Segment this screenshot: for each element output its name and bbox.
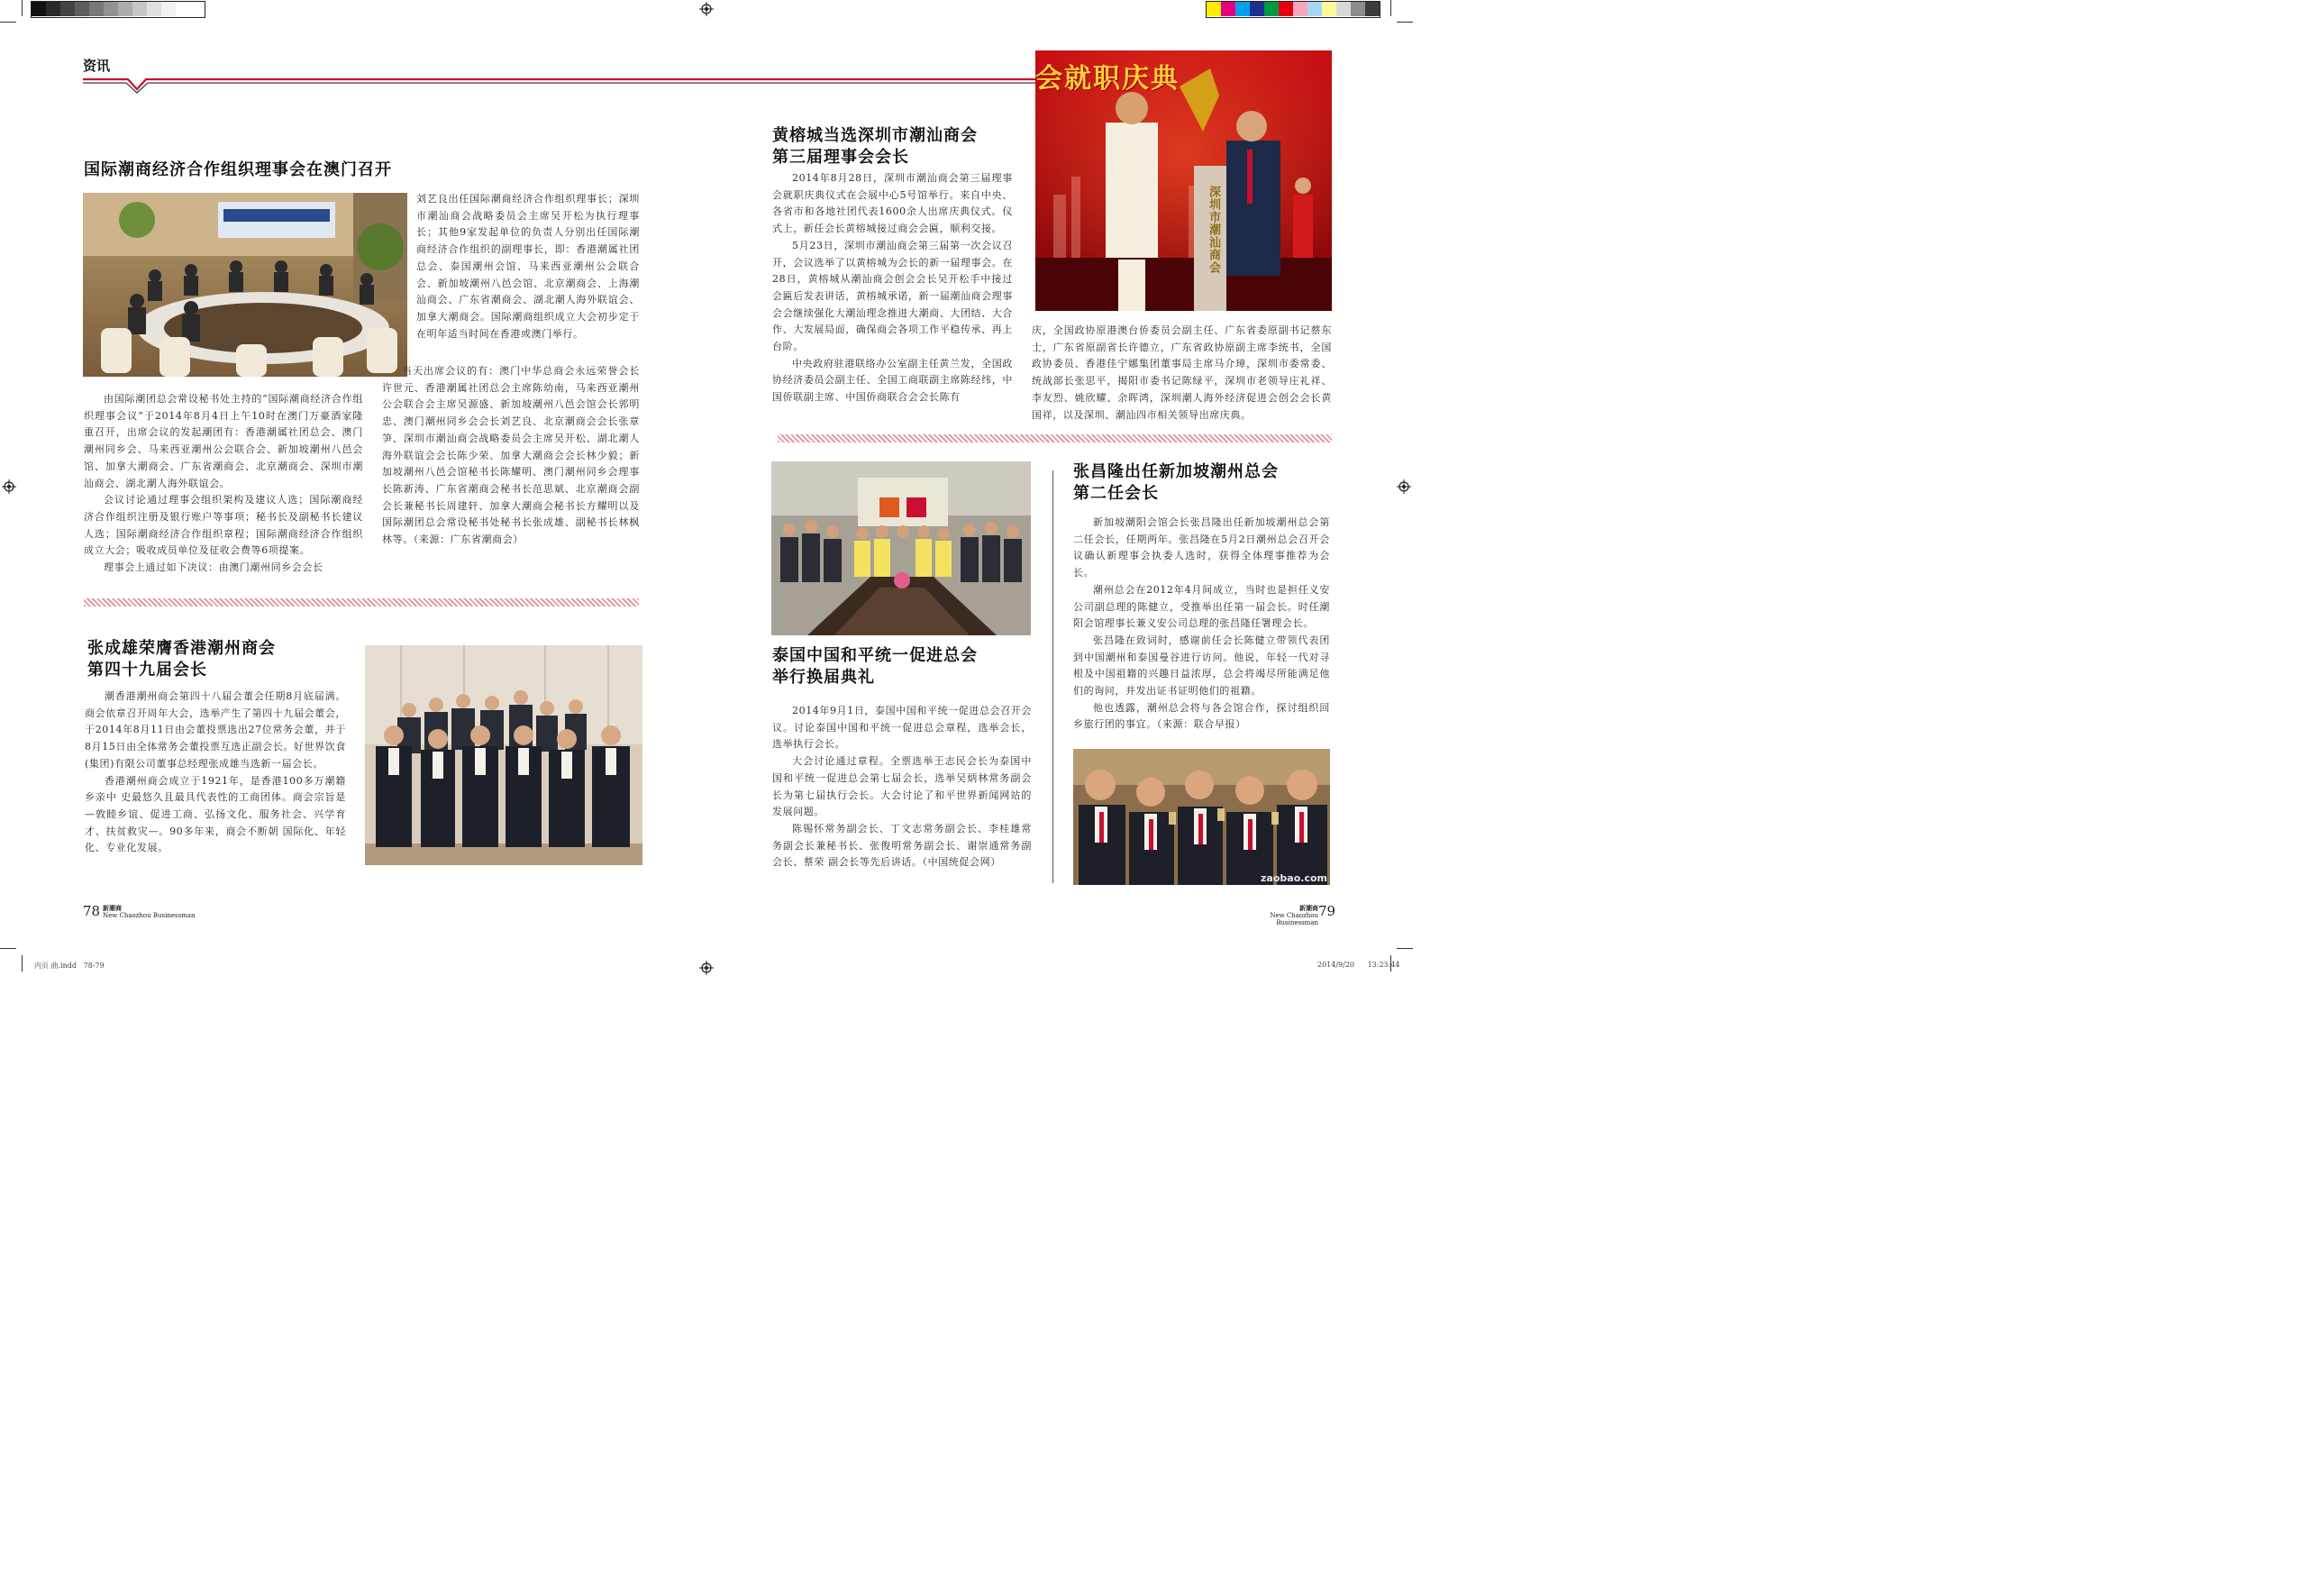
paragraph: 新加坡潮阳会馆会长张昌隆出任新加坡潮州总会第二任会长，任期两年。张昌隆在5月2日潮州总会召开会议确认新理事会执委人选时，获得全体理事推荐为会长。 bbox=[1073, 516, 1330, 579]
magazine-mark-right bbox=[1244, 905, 1318, 926]
paragraph: 由国际潮团总会常设秘书处主持的“国际潮商经济合作组织理事会议”于2014年8月4日上午10时在澳门万豪酒家隆重召开，出席会议的发起潮团有：香港潮属社团总会、澳门潮州同乡会、马来西亚潮州公会联合会、新加坡潮州八邑会馆、加拿大潮商会、广东省潮商会、北京潮商会、深圳市潮汕商会、湖北潮人海外联谊会。 bbox=[84, 393, 363, 489]
title-line: 张昌隆出任新加坡潮州总会 bbox=[1073, 462, 1279, 481]
meeting-photo bbox=[83, 193, 407, 377]
paragraph: 他也透露，潮州总会将与各会馆合作，探讨组织回乡旅行团的事宜。（来源：联合早报） bbox=[1073, 701, 1330, 731]
article-body-column bbox=[84, 391, 363, 577]
color-swatch bbox=[1293, 2, 1307, 16]
title-line: 黄榕城当选深圳市潮汕商会 bbox=[772, 126, 978, 145]
crop-mark bbox=[0, 948, 16, 949]
article-body-column bbox=[772, 703, 1032, 871]
article-title bbox=[87, 638, 276, 681]
crop-mark bbox=[22, 955, 23, 971]
paragraph: 会议讨论通过理事会组织架构及建议人选；国际潮商经济合作组织注册及银行账户等事项；秘书长及副秘书长建议人选；国际潮商经济合作组织章程；国际潮商经济合作组织成立大会；吸收成员单位及征收会费等6项提案。 bbox=[84, 494, 363, 557]
color-swatch bbox=[104, 2, 118, 16]
color-swatch bbox=[75, 2, 89, 16]
article-body-column bbox=[1032, 323, 1332, 424]
ceremony-photo bbox=[1035, 50, 1332, 311]
magazine-name-en: New Chaozhou Businessman bbox=[1270, 912, 1318, 926]
article-body-column bbox=[1073, 515, 1330, 734]
registration-mark-right-icon bbox=[1397, 479, 1411, 494]
paragraph: 陈锡怀常务副会长、丁文志常务副会长、李桂雄常务副会长兼秘书长、张俊明常务副会长、谢崇通常务副会长、蔡荣 副会长等先后讲话。（中国统促会网） bbox=[772, 822, 1032, 869]
paragraph: 5月23日，深圳市潮汕商会第三届第一次会议召开，会议选举了以黄榕城为会长的新一届理事会。在28日，黄榕城从潮汕商会创会会长吴开松手中接过会匾后发表讲话，黄榕城承诺，新一届潮汕商会理事会会继续强化大潮汕理念推进大潮商、大团结、大合作、大发展局面，确保商会各项工作平稳传承、再上台阶。 bbox=[772, 239, 1013, 353]
registration-mark-top-icon bbox=[699, 2, 714, 16]
page-number-left: 78 bbox=[83, 903, 101, 919]
color-swatch bbox=[1279, 2, 1293, 16]
paragraph: 香港潮州商会成立于1921年，是香港100多万潮籍乡亲中 史最悠久且最具代表性的工商团体。商会宗旨是—敦睦乡谊、促进工商、弘扬文化、服务社会、兴学育才、扶贫救灾—。90多年来，商会不断朝 国际化、年轻化、专业化发展。 bbox=[85, 774, 346, 854]
paragraph: 2014年8月28日，深圳市潮汕商会第三届理事会就职庆典仪式在会展中心5号馆举行。来自中央、各省市和各地社团代表1600余人出席庆典仪式。仪式上，新任会长黄榕城接过商会会匾，顺利交接。 bbox=[772, 172, 1013, 235]
magazine-mark-left bbox=[103, 905, 196, 919]
color-swatch bbox=[1322, 2, 1336, 16]
color-calibration-bar bbox=[1206, 1, 1380, 18]
paragraph: 2014年9月1日，泰国中国和平统一促进总会召开会议。讨论泰国中国和平统一促进总会章程，选举会长，选举执行会长。 bbox=[772, 705, 1032, 751]
article-title bbox=[772, 125, 978, 169]
paragraph: 庆，全国政协原港澳台侨委员会副主任、广东省委原副书记蔡东士，广东省原副省长许德立，广东省政协原副主席李统书，全国政协委员、香港佳宁娜集团董事局主席马介璋，深圳市委常委、统战部长张思平，揭阳市委书记陈绿平，深圳市老领导庄礼祥、李友烈、姚欣耀、余晖鸿，深圳潮人海外经济促进会创会会长黄国祥，以及深圳、潮汕四市相关领导出席庆典。 bbox=[1032, 324, 1332, 421]
paragraph: 理事会上通过如下决议：由澳门潮州同乡会会长 bbox=[104, 561, 323, 574]
color-swatch bbox=[147, 2, 161, 16]
title-line: 第三届理事会会长 bbox=[772, 148, 909, 167]
page-number-right: 79 bbox=[1318, 903, 1336, 919]
color-swatch bbox=[1307, 2, 1322, 16]
color-swatch bbox=[32, 2, 46, 16]
article-title bbox=[1073, 461, 1279, 505]
section-header-rule bbox=[81, 76, 1045, 96]
magazine-name-en: New Chaozhou Businessman bbox=[103, 912, 196, 919]
article-body-column bbox=[772, 170, 1013, 406]
photo-watermark: zaobao.com bbox=[1261, 872, 1327, 884]
paragraph: 张昌隆在致词时，感谢前任会长陈健立带领代表团到中国潮州和泰国曼谷进行访问。他说，年轻一代对寻根及中国祖籍的兴趣日益浓厚，总会将竭尽所能满足他们的询问，并发出证书证明他们的祖籍。 bbox=[1073, 634, 1330, 698]
crop-mark bbox=[1397, 948, 1413, 949]
magazine-name-cn: 新潮商 bbox=[1299, 904, 1318, 912]
article-body-column bbox=[382, 363, 640, 549]
color-swatch bbox=[118, 2, 132, 16]
slug-time: 13:23:44 bbox=[1367, 961, 1400, 969]
grayscale-calibration-bar bbox=[31, 1, 205, 18]
title-line: 第二任会长 bbox=[1073, 484, 1159, 503]
color-swatch bbox=[190, 2, 205, 16]
article-separator bbox=[778, 434, 1332, 442]
paragraph: 大会讨论通过章程。全票选举王志民会长为泰国中国和平统一促进总会第七届会长，选举吴炳林常务副会长为第七届执行会长。大会讨论了和平世界新闻网站的发展问题。 bbox=[772, 755, 1032, 818]
paragraph: 中央政府驻港联络办公室副主任黄兰发，全国政协经济委员会副主任、全国工商联副主席陈经纬，中国侨联副主席、中国侨商联合会会长陈有 bbox=[772, 357, 1013, 404]
group-photo bbox=[365, 645, 642, 865]
registration-mark-left-icon bbox=[2, 479, 16, 494]
color-swatch bbox=[1336, 2, 1351, 16]
article-title: 国际潮商经济合作组织理事会在澳门召开 bbox=[84, 160, 392, 179]
article-body-column bbox=[416, 191, 640, 342]
crop-mark bbox=[22, 0, 23, 16]
color-swatch bbox=[1221, 2, 1235, 16]
print-slug-file: 内页 曲.indd 78-79 bbox=[34, 962, 105, 970]
article-title bbox=[772, 645, 978, 689]
title-line: 举行换届典礼 bbox=[772, 668, 875, 687]
color-swatch bbox=[1351, 2, 1365, 16]
podium-label: 深圳市潮汕商会 bbox=[1207, 186, 1220, 274]
slug-date: 2014/9/20 bbox=[1317, 961, 1355, 969]
paragraph: 潮州总会在2012年4月间成立，当时也是担任义安公司副总理的陈健立，受推举出任第一届会长。时任潮阳会馆理事长兼义安公司总理的张昌隆任署理会长。 bbox=[1073, 583, 1330, 630]
color-swatch bbox=[176, 2, 190, 16]
title-line: 第四十九届会长 bbox=[87, 661, 207, 679]
paragraph: 当天出席会议的有：澳门中华总商会永远荣誉会长许世元、香港潮属社团总会主席陈幼南，马来西亚潮州公会联合会主席吴源盛、新加坡潮州八邑会馆会长郭明忠、澳门潮州同乡会会长刘艺良、北京潮商会会长张章笋、深圳市潮汕商会战略委员会主席吴开松、湖北潮人海外联谊会会长陈少荣、加拿大潮商会会长林少毅；新加坡潮州八邑会馆秘书长陈耀明、澳门潮州同乡会理事长陈新涛、广东省潮商会秘书长范思斌、北京潮商会副会长兼秘书长周建轩、加拿大潮商会秘书长方耀明以及国际潮团总会常设秘书处秘书长张成雄、副秘书长林枫林等。（来源：广东省潮商会） bbox=[382, 365, 640, 546]
paragraph: 刘艺良出任国际潮商经济合作组织理事长；深圳市潮汕商会战略委员会主席吴开松为执行理事长；其他9家发起单位的负责人分别出任国际潮商经济合作组织的副理事长，即：香港潮属社团总会、泰国潮州会馆、马来西亚潮州公会联合会、新加坡潮州八邑会馆、北京潮商会、上海潮汕商会、广东省潮商会、湖北潮人海外联谊会、加拿大潮商会。国际潮商组织成立大会初步定于在明年适当时间在香港或澳门举行。 bbox=[416, 193, 640, 340]
crop-mark bbox=[0, 22, 16, 23]
color-swatch bbox=[1264, 2, 1279, 16]
color-swatch bbox=[132, 2, 147, 16]
article-separator bbox=[84, 598, 639, 606]
color-swatch bbox=[1207, 2, 1221, 16]
column-divider bbox=[1052, 470, 1053, 883]
print-slug-date bbox=[1317, 961, 1400, 969]
article-body-column bbox=[85, 689, 346, 857]
color-swatch bbox=[161, 2, 176, 16]
registration-mark-bottom-icon bbox=[699, 961, 714, 975]
color-swatch bbox=[1365, 2, 1380, 16]
magazine-name-cn: 新潮商 bbox=[103, 904, 122, 912]
ceremony-banner-text: 会就职庆典 bbox=[1035, 63, 1180, 95]
title-line: 张成雄荣膺香港潮州商会 bbox=[87, 639, 276, 658]
color-swatch bbox=[60, 2, 75, 16]
color-swatch bbox=[46, 2, 60, 16]
color-swatch bbox=[89, 2, 104, 16]
section-label: 资讯 bbox=[83, 58, 111, 74]
title-line: 泰国中国和平统一促进总会 bbox=[772, 646, 978, 665]
crop-mark bbox=[1390, 0, 1391, 16]
paragraph: 潮香港潮州商会第四十八届会董会任期8月底届满。商会依章召开周年大会，选举产生了第四十九届会董会，于2014年8月11日由会董投票选出27位常务会董，并于8月15日由全体常务会董投票互选正副会长。好世界饮食(集团)有限公司董事总经理张成雄当选新一届会长。 bbox=[85, 690, 346, 770]
crop-mark bbox=[1397, 22, 1413, 23]
color-swatch bbox=[1250, 2, 1264, 16]
toast-photo bbox=[1073, 749, 1330, 885]
meeting-group-photo bbox=[771, 461, 1031, 635]
color-swatch bbox=[1235, 2, 1250, 16]
